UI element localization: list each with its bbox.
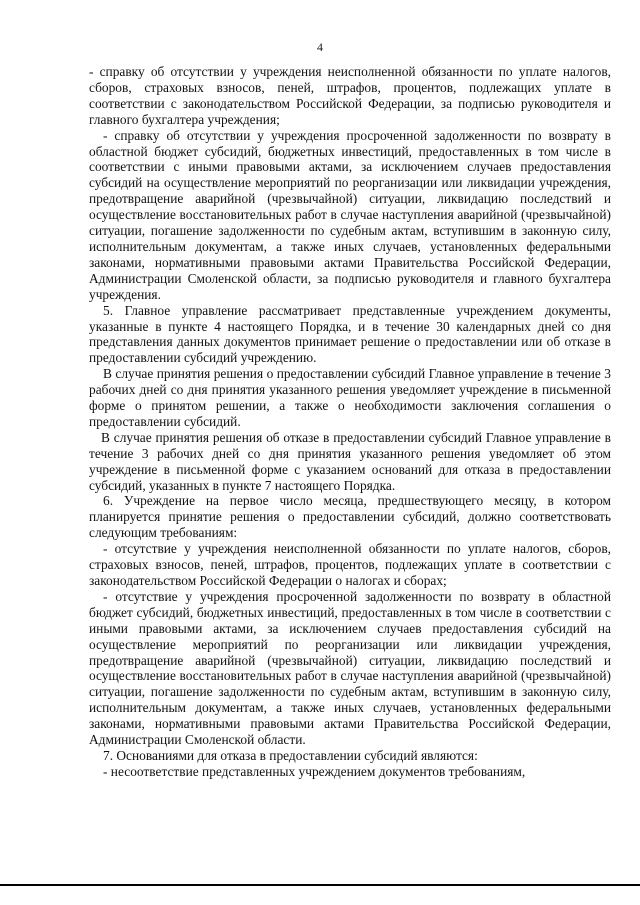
paragraph-tax-certificate: - справку об отсутствии у учреждения неисполненной обязанности по уплате налогов, сборов, страховых взносов, пеней, штрафов, процентов, подлежащих уплате в соответствии с законодательством Российской Федерации, за подписью руководителя и главного бухгалтера учреждения; bbox=[89, 64, 611, 127]
paragraph-refusal-notice: В случае принятия решения об отказе в предоставлении субсидий Главное управление в течение 3 рабочих дней со дня принятия указанного решения уведомляет об этом учреждение в письменной форме с указанием оснований для отказа в предоставлении субсидий, указанных в пункте 7 настоящего Порядка. bbox=[89, 429, 611, 493]
paragraph-clause-7: 7. Основаниями для отказа в предоставлении субсидий являются: bbox=[103, 747, 478, 763]
page-number: 4 bbox=[317, 40, 323, 54]
paragraph-clause-5: 5. Главное управление рассматривает представленные учреждением документы, указанные в пункте 4 настоящего Порядка, и в течение 30 календарных дней со дня представления данных документов принимает решение о предоставлении или об отказе в предоставлении субсидий учреждению. bbox=[89, 302, 611, 366]
paragraph-clause-6: 6. Учреждение на первое число месяца, предшествующего месяцу, в котором планируется принятие решения о предоставлении субсидий, должно соответствовать следующим требованиям: bbox=[89, 493, 611, 541]
document-body bbox=[89, 64, 611, 780]
bottom-divider bbox=[0, 884, 640, 886]
paragraph-debt-certificate: - справку об отсутствии у учреждения просроченной задолженности по возврату в областной бюджет субсидий, бюджетных инвестиций, предоставленных в том числе в соответствии с иными правовыми актами, за исключением случаев предоставления субсидий на осуществление мероприятий по реорганизации или ликвидации учреждения, предотвращение аварийной (чрезвычайной) ситуации, ликвидацию последствий и осуществление восстановительных работ в случае наступления аварийной (чрезвычайной) ситуации, погашение задолженности по судебным актам, вступившим в законную силу, исполнительным документам, а также иных случаев, установленных федеральными законами, нормативными правовыми актами Правительства Российской Федерации, Администрации Смоленской области, за подписью руководителя и главного бухгалтера учреждения. bbox=[89, 127, 611, 302]
paragraph-approval-notice: В случае принятия решения о предоставлении субсидий Главное управление в течение 3 рабочих дней со дня принятия указанного решения уведомляет учреждение в письменной форме о принятом решении, а также о необходимости заключения соглашения о предоставлении субсидий. bbox=[89, 366, 611, 429]
paragraph-refusal-reason: - несоответствие представленных учреждением документов требованиям, bbox=[103, 763, 526, 779]
paragraph-requirement-debt: - отсутствие у учреждения просроченной задолженности по возврату в областной бюджет субсидий, бюджетных инвестиций, предоставленных в том числе в соответствии с иными правовыми актами, за исключением случаев предоставления субсидий на осуществление мероприятий по реорганизации или ликвидации учреждения, предотвращение аварийной (чрезвычайной) ситуации, ликвидацию последствий и осуществление восстановительных работ в случае наступления аварийной (чрезвычайной) ситуации, погашение задолженности по судебным актам, вступившим в законную силу, исполнительным документам, а также иных случаев, установленных федеральными законами, нормативными правовыми актами Правительства Российской Федерации, Администрации Смоленской области. bbox=[89, 588, 611, 748]
paragraph-requirement-taxes: - отсутствие у учреждения неисполненной обязанности по уплате налогов, сборов, страховых взносов, пеней, штрафов, процентов, подлежащих уплате в соответствии с законодательством Российской Федерации о налогах и сборах; bbox=[89, 541, 611, 588]
